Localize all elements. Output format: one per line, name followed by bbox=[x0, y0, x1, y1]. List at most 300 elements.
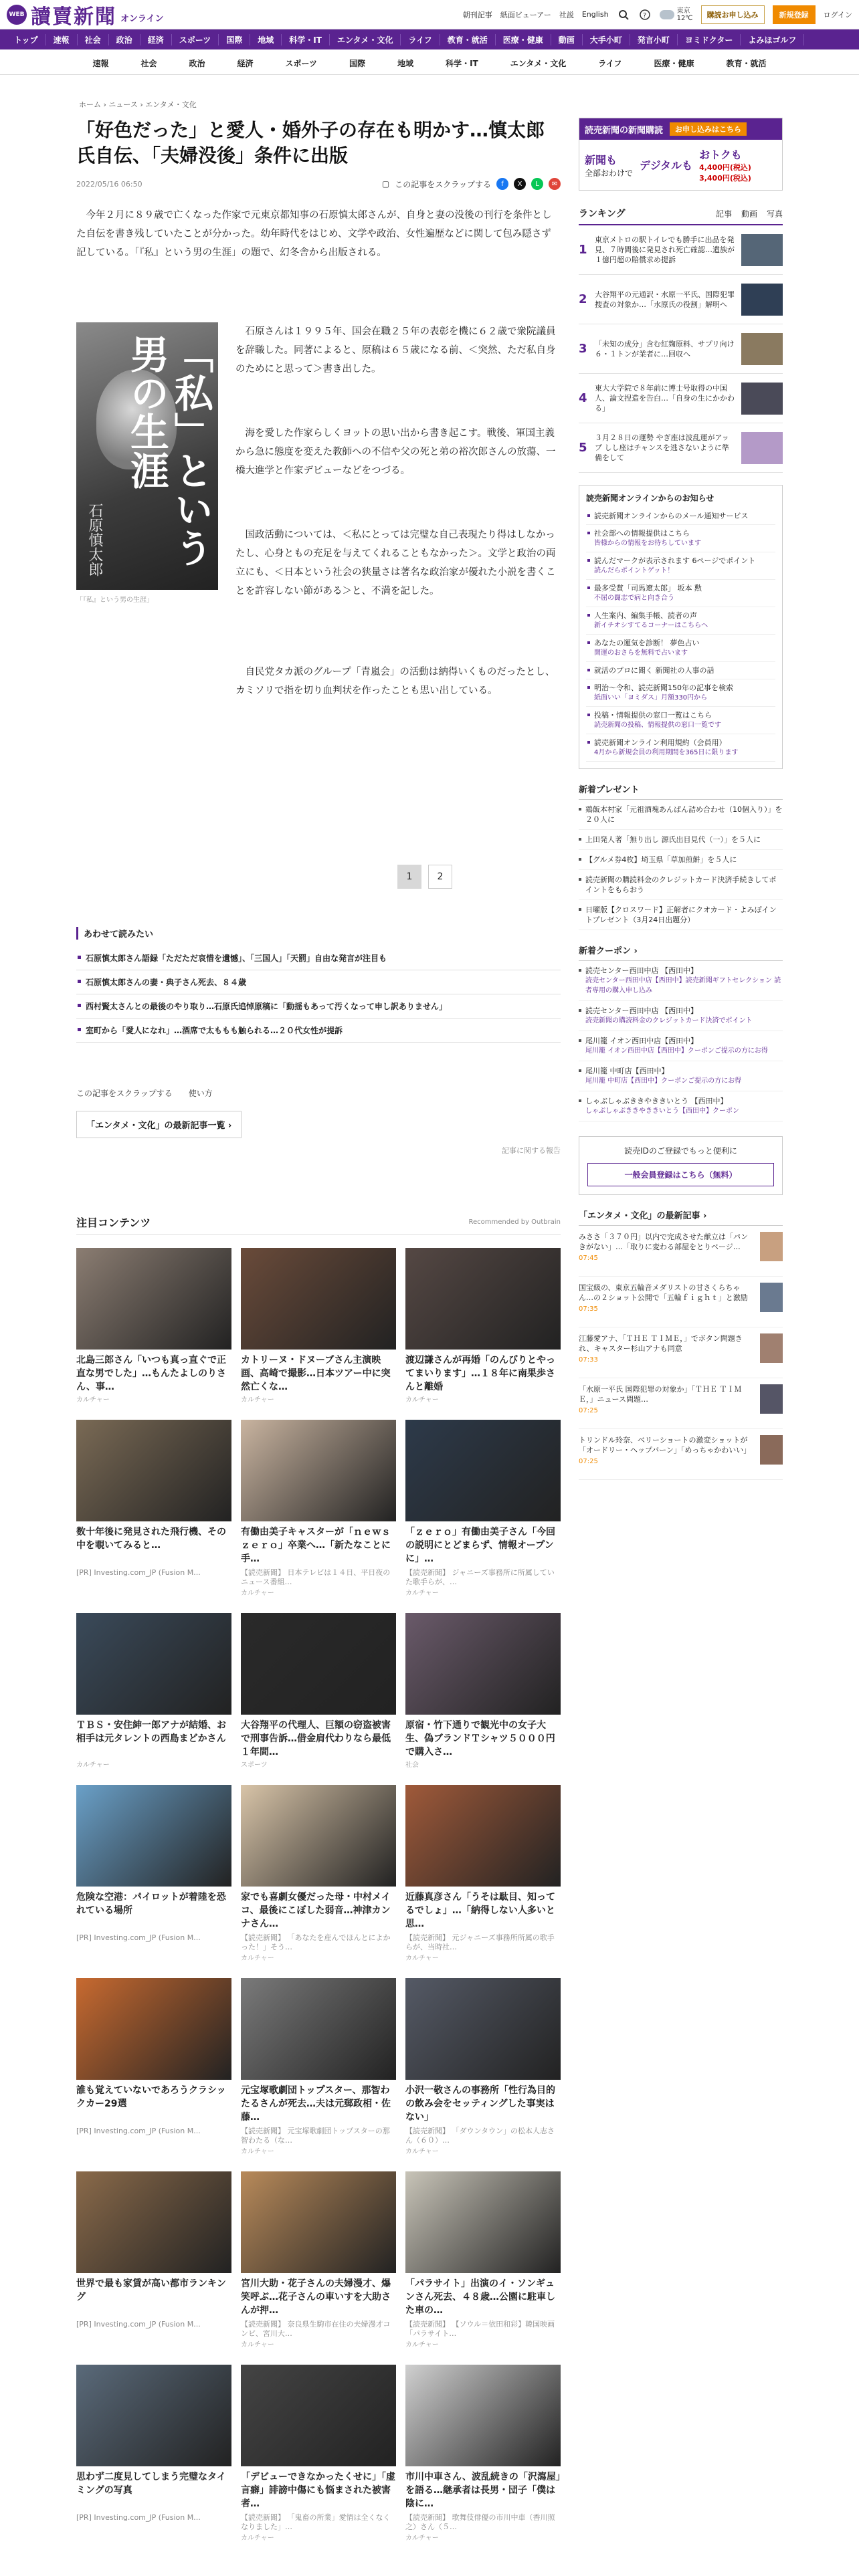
featured-card[interactable] bbox=[76, 1978, 231, 2155]
notice-item-title[interactable]: 読んだマークが表示されます 6ページでポイント bbox=[594, 556, 756, 565]
coupon-title[interactable]: 尾川籠 中町店【西田中】 bbox=[585, 1067, 669, 1075]
featured-card[interactable] bbox=[405, 1248, 561, 1404]
featured-card-image[interactable] bbox=[241, 2171, 396, 2273]
latest-articles-button[interactable]: 「エンタメ・文化」の最新記事一覧 › bbox=[76, 1111, 242, 1138]
featured-card[interactable] bbox=[405, 2171, 561, 2349]
featured-card-image[interactable] bbox=[405, 1613, 561, 1715]
ranking-number: 2 bbox=[579, 292, 587, 306]
primary-nav-item[interactable]: 大手小町 bbox=[583, 34, 630, 45]
featured-card[interactable] bbox=[241, 1248, 396, 1404]
notice-item-sub: 新イチオシすてるコーナーはこちらへ bbox=[594, 622, 708, 629]
site-logo-sub: オンライン bbox=[120, 14, 164, 24]
ent-latest-heading[interactable]: 「エンタメ・文化」の最新記事 › bbox=[579, 1208, 783, 1226]
ent-latest-text bbox=[579, 1232, 755, 1270]
share-bar bbox=[382, 178, 561, 190]
sidebar bbox=[579, 118, 783, 1480]
article-title: 「好色だった」と愛人・婚外子の存在も明かす…慎太郎氏自伝、「夫婦没後」条件に出版 bbox=[76, 119, 545, 167]
member-text: 読売IDのご登録でもっと便利に bbox=[624, 1146, 737, 1156]
featured-card-source: 【読売新聞】 元宝塚歌劇団トップスターの那智わたる（な… bbox=[241, 2127, 390, 2145]
mail-icon[interactable]: ✉ bbox=[549, 178, 561, 190]
help-icon[interactable] bbox=[638, 8, 652, 21]
book-cover-title: 「私」という男の生涯 bbox=[124, 334, 213, 567]
ranking-item[interactable] bbox=[579, 275, 783, 324]
member-register-button[interactable]: 一般会員登録はこちら（無料） bbox=[587, 1163, 774, 1186]
featured-card-title[interactable]: 市川中車さん、波乱続きの「沢瀉屋」を語る…継承者は長男・団子「僕は陰に… bbox=[405, 2472, 561, 2509]
primary-nav-item[interactable]: 速報 bbox=[46, 34, 78, 45]
featured-card-category: カルチャー bbox=[241, 2535, 274, 2542]
weather-city: 東京 bbox=[676, 7, 690, 15]
coupon-item[interactable] bbox=[579, 1091, 783, 1121]
featured-card-image[interactable] bbox=[241, 1420, 396, 1521]
featured-card-title[interactable]: 有働由美子キャスターが「ｎｅｗｓ ｚｅｒｏ」卒業へ…「新たなことに手… bbox=[241, 1527, 391, 1564]
notice-item-title[interactable]: 明治～令和、読売新聞150年の記事を検索 bbox=[594, 683, 733, 692]
featured-card[interactable] bbox=[76, 1785, 231, 1962]
present-item[interactable]: 読売新聞の購読料金のクレジットカード決済手続きしてポイントをもらおう bbox=[579, 870, 783, 900]
notice-item-title[interactable]: 人生案内、編集手帳、読者の声 bbox=[594, 611, 697, 620]
howto-link[interactable]: 使い方 bbox=[188, 1089, 213, 1098]
ent-latest-thumbnail[interactable] bbox=[760, 1384, 783, 1414]
notice-item-sub: 開運のおさらを無料で占います bbox=[594, 649, 688, 657]
article-paragraph: 海を愛した作家らしくヨットの思い出から書き起こす。戦後、軍国主義から急に態度を変えた教師への不信や父の死と弟の裕次郎さんの放蕩、一橋大進学と作家デビューなどをつづる。 bbox=[235, 428, 556, 476]
ent-latest-thumbnail[interactable] bbox=[760, 1333, 783, 1363]
np-price1: 4,400円(税込) bbox=[699, 163, 751, 172]
coupon-desc: 読売センター西田中店【西田中】読売新聞ギフトセレクション 読者専用の購入申し込み bbox=[585, 977, 781, 994]
featured-card[interactable] bbox=[76, 2365, 231, 2542]
ent-latest-title[interactable]: 「水原一平氏 国際犯罪の対象か」「ＴＨＥ ＴＩＭＥ，」ニュース問題… bbox=[579, 1385, 742, 1404]
subscription-banner[interactable] bbox=[579, 118, 783, 191]
coupon-desc: しゃぶしゃぶききやききいとう【西田中】クーポン bbox=[585, 1107, 739, 1115]
ent-latest-section bbox=[579, 1208, 783, 1480]
featured-card-title[interactable]: 小沢一敬さんの事務所「性行為目的の飲み会をセッティングした事実はない」 bbox=[405, 2085, 555, 2123]
featured-card-title[interactable]: 「デビューできなかったくせに」「虚言癖」誹謗中傷にも悩まされた被害者… bbox=[241, 2472, 395, 2509]
np-b: デジタルも bbox=[640, 159, 693, 172]
weather-widget[interactable] bbox=[660, 7, 693, 22]
sub-nav-item[interactable]: 地域 bbox=[397, 59, 414, 68]
featured-card-source: 【読売新聞】 歌舞伎俳優の市川中車（香川照之）さん（５… bbox=[405, 2513, 555, 2531]
featured-card-image[interactable] bbox=[76, 2365, 231, 2466]
coupon-title[interactable]: しゃぶしゃぶききやききいとう 【西田中】 bbox=[585, 1097, 728, 1105]
notice-item-title[interactable]: 最多受賞「司馬遼太郎」 坂本 勲 bbox=[594, 584, 702, 593]
notice-item[interactable] bbox=[586, 734, 775, 762]
featured-card[interactable] bbox=[405, 1978, 561, 2155]
ranking-tab-videos[interactable]: 動画 bbox=[741, 209, 757, 219]
figure-caption: 「『私』という男の生涯」 bbox=[76, 597, 153, 604]
article-date: 2022/05/16 06:50 bbox=[76, 179, 142, 189]
ent-latest-title[interactable]: 江藤愛アナ、「ＴＨＥ ＴＩＭＥ，」でボタン問題きれ、キャスター杉山アナも同意 bbox=[579, 1334, 743, 1353]
sub-nav-item[interactable]: スポーツ bbox=[285, 59, 318, 68]
featured-card-title[interactable]: 大谷翔平の代理人、巨額の窃盗被害で刑事告訴…借金肩代わりなら最低１年間… bbox=[241, 1720, 391, 1757]
ent-latest-thumbnail[interactable] bbox=[760, 1283, 783, 1312]
notice-item-title[interactable]: 読売新聞オンラインからのメール通知サービス bbox=[594, 512, 749, 520]
primary-nav-item[interactable]: よみほゴルフ bbox=[741, 34, 804, 45]
sub-nav-item[interactable]: 経済 bbox=[237, 59, 254, 68]
featured-card-source: [PR] Investing.com_JP (Fusion M... bbox=[76, 2127, 201, 2135]
featured-card-title[interactable]: カトリーヌ・ドヌーブさん主演映画、高崎で撮影…日本ツアー中に突然亡くな… bbox=[241, 1355, 391, 1392]
related-heading: あわせて読みたい bbox=[76, 927, 561, 940]
ranking-header bbox=[579, 207, 783, 225]
featured-card-category: カルチャー bbox=[405, 2535, 439, 2542]
sub-nav-item[interactable]: 医療・健康 bbox=[654, 59, 694, 68]
primary-nav-item[interactable]: 動画 bbox=[551, 34, 583, 45]
featured-card-image[interactable] bbox=[405, 2365, 561, 2466]
ranking-tab-photos[interactable]: 写真 bbox=[766, 209, 783, 219]
ent-latest-text bbox=[579, 1384, 755, 1422]
sub-nav-item[interactable]: 国際 bbox=[349, 59, 366, 68]
notice-item[interactable] bbox=[586, 607, 775, 635]
featured-card-title[interactable]: 危険な空港：パイロットが着陸を恐れている場所 bbox=[76, 1892, 226, 1916]
notice-item-sub: 不屈の闘志で病と向き合う bbox=[594, 595, 674, 602]
featured-card-source: [PR] Investing.com_JP (Fusion M... bbox=[76, 2513, 201, 2522]
ent-latest-item[interactable] bbox=[579, 1277, 783, 1327]
coupon-desc: 尾川籠 イオン西田中店【西田中】クーポンご提示の方にお得 bbox=[585, 1047, 768, 1055]
x-icon[interactable]: X bbox=[514, 178, 526, 190]
featured-card-category: カルチャー bbox=[405, 1955, 439, 1962]
ranking-item[interactable] bbox=[579, 225, 783, 275]
ranking-title[interactable]: 東大大学院で８年前に博士号取得の中国人、論文捏造を告白…「自身の生にかかわる」 bbox=[595, 384, 735, 413]
featured-card-category: カルチャー bbox=[241, 1396, 274, 1404]
featured-card-image[interactable] bbox=[405, 1420, 561, 1521]
notice-item-sub: 読売新聞の投稿、情報提供の窓口一覧です bbox=[594, 722, 721, 729]
ranking-item[interactable] bbox=[579, 423, 783, 473]
featured-card-image[interactable] bbox=[76, 2171, 231, 2273]
featured-card-image[interactable] bbox=[405, 1785, 561, 1887]
featured-card-title[interactable]: 宮川大助・花子さんの夫婦漫才、爆笑呼ぶ…花子さんの車いすを大助さんが押… bbox=[241, 2278, 391, 2316]
np-head: 読売新聞の新聞購読 bbox=[585, 125, 664, 136]
ranking-title[interactable]: ３月２８日の運勢 やぎ座は波乱運がアップ しし座はチャンスを逃さないように準備をして bbox=[595, 433, 729, 462]
featured-grid bbox=[76, 1248, 561, 2542]
notice-item-title[interactable]: 読売新聞オンライン利用規約（会員用） bbox=[594, 738, 727, 747]
ranking-item[interactable] bbox=[579, 374, 783, 423]
ent-latest-text bbox=[579, 1435, 755, 1473]
ranking-thumbnail[interactable] bbox=[741, 284, 783, 316]
cloud-icon bbox=[660, 10, 674, 19]
related-item[interactable]: 室町から「愛人になれ」…酒席で太ももも触られる…２０代女性が提訴 bbox=[76, 1018, 561, 1043]
coupon-section bbox=[579, 944, 783, 1121]
ranking-number: 5 bbox=[579, 441, 587, 455]
featured-card-title[interactable]: 誰も覚えていないであろうクラシックカー29選 bbox=[76, 2085, 226, 2109]
article-paragraph: 石原さんは１９９５年、国会在職２５年の表彰を機に６２歳で衆院議員を辞職した。同著によると、原稿は６５歳になる前、＜突然、ただ私自身のためにと思って＞書き出した。 bbox=[235, 326, 556, 374]
ranking-thumbnail[interactable] bbox=[741, 383, 783, 415]
notice-heading: 読売新聞オンラインからのお知らせ bbox=[586, 494, 714, 503]
related-item[interactable]: 石原慎太郎さんの妻・典子さん死去、８４歳 bbox=[76, 970, 561, 994]
ent-latest-title[interactable]: 国宝級の、東京五輪音メダリストの甘さくらちゃん…の２ショット公開で「五輪ｆｉｇｈｔ」と激励 bbox=[579, 1283, 748, 1302]
featured-card[interactable] bbox=[241, 2171, 396, 2349]
ranking-tab-articles[interactable]: 記事 bbox=[715, 209, 732, 219]
featured-card-image[interactable] bbox=[241, 1248, 396, 1350]
notice-item[interactable] bbox=[586, 552, 775, 580]
present-item[interactable]: 鶏飯本村家「元祖酒塊あんぱん詰め合わせ（10個入り）」を２０人に bbox=[579, 800, 783, 830]
primary-nav-item[interactable]: ヨミドクター bbox=[678, 34, 741, 45]
ranking-number: 1 bbox=[579, 243, 587, 257]
featured-card-image[interactable] bbox=[241, 1785, 396, 1887]
facebook-icon[interactable]: f bbox=[496, 178, 508, 190]
notice-item-title[interactable]: 就活のプロに聞く 新聞社の人事の話 bbox=[594, 666, 714, 675]
primary-nav-item[interactable]: 地域 bbox=[250, 34, 282, 45]
ranking-thumbnail[interactable] bbox=[741, 333, 783, 365]
primary-nav-item[interactable]: 社会 bbox=[78, 34, 109, 45]
primary-nav-item[interactable]: エンタメ・文化 bbox=[330, 34, 401, 45]
primary-nav-item[interactable]: 政治 bbox=[109, 34, 140, 45]
ranking-thumbnail[interactable] bbox=[741, 432, 783, 464]
coupon-item[interactable] bbox=[579, 1061, 783, 1091]
article-main bbox=[76, 118, 561, 2542]
ranking-thumbnail[interactable] bbox=[741, 234, 783, 266]
site-logo[interactable]: 讀賣新聞 bbox=[31, 5, 116, 29]
line-icon[interactable]: L bbox=[531, 178, 543, 190]
featured-card-image[interactable] bbox=[405, 2171, 561, 2273]
link-morning-paper[interactable]: 朝刊記事 bbox=[462, 10, 492, 19]
featured-card-title[interactable]: 原宿・竹下通りで観光中の女子大生、偽ブランドＴシャツ５０００円で購入さ… bbox=[405, 1720, 555, 1757]
register-button[interactable]: 新規登録 bbox=[773, 5, 816, 24]
sub-nav-item[interactable]: 社会 bbox=[140, 59, 157, 68]
notice-item-sub: 4月から新規会員の利用期間を365日に限ります bbox=[594, 749, 739, 756]
primary-nav-item[interactable]: 経済 bbox=[140, 34, 172, 45]
article-paragraph: 国政活動については、＜私にとっては完璧な自己表現たり得はしなかったし、心身ともの充足を与えてくれることもなかった＞。文学と政治の両立にも、＜日本という社会の狭量さは著名な政治家が優れた小説を書くことを許容しない節がある＞と、不満を記した。 bbox=[235, 530, 556, 597]
notice-item[interactable] bbox=[586, 679, 775, 707]
featured-card-image[interactable] bbox=[241, 1978, 396, 2080]
ranking-list bbox=[579, 225, 783, 473]
ent-latest-item[interactable] bbox=[579, 1226, 783, 1277]
featured-card-image[interactable] bbox=[76, 1248, 231, 1350]
sub-nav-item[interactable]: エンタメ・文化 bbox=[510, 59, 567, 68]
sub-nav bbox=[0, 52, 859, 75]
book-figure bbox=[76, 322, 218, 604]
featured-content bbox=[76, 1214, 561, 2542]
ranking-number: 3 bbox=[579, 342, 587, 356]
coupon-title[interactable]: 尾川籠 イオン西田中店【西田中】 bbox=[585, 1037, 698, 1045]
coupon-title[interactable]: 読売センター西田中店 【西田中】 bbox=[585, 966, 698, 975]
article-footer bbox=[76, 1087, 561, 1156]
featured-card-source: [PR] Investing.com_JP (Fusion M... bbox=[76, 2320, 201, 2329]
featured-card-title[interactable]: 北島三郎さん「いつも真っ直ぐで正直な男でした」…もんたよしのりさん、事… bbox=[76, 1355, 226, 1392]
featured-card-category: カルチャー bbox=[76, 1396, 110, 1404]
ent-latest-time: 07:25 bbox=[579, 1407, 598, 1414]
notice-item-title[interactable]: 社会部への情報提供はこちら bbox=[594, 529, 690, 538]
breadcrumb[interactable]: ホーム › ニュース › エンタメ・文化 bbox=[79, 100, 197, 109]
logo-badge[interactable]: WEB bbox=[7, 5, 27, 25]
primary-nav-item[interactable]: トップ bbox=[7, 34, 46, 45]
coupon-item[interactable] bbox=[579, 1031, 783, 1061]
ent-latest-text bbox=[579, 1283, 755, 1321]
link-viewer[interactable]: 紙面ビューアー bbox=[500, 10, 551, 19]
notice-item[interactable] bbox=[586, 662, 775, 679]
primary-nav-item[interactable]: 発言小町 bbox=[630, 34, 678, 45]
ranking-title[interactable]: 「未知の成分」含む紅麹原料、サプリ向け６・１トンが業者に…回収へ bbox=[595, 339, 735, 358]
featured-card-category: カルチャー bbox=[405, 2341, 439, 2349]
featured-card-category: カルチャー bbox=[405, 1396, 439, 1404]
ent-latest-thumbnail[interactable] bbox=[760, 1435, 783, 1465]
featured-card-image[interactable] bbox=[405, 1248, 561, 1350]
np-a: 新聞も bbox=[585, 153, 617, 167]
related-articles bbox=[76, 927, 561, 1043]
featured-card[interactable] bbox=[241, 1978, 396, 2155]
link-english[interactable]: English bbox=[581, 10, 609, 19]
coupon-item[interactable] bbox=[579, 961, 783, 1001]
svg-text:?: ? bbox=[642, 11, 646, 19]
ranking-item[interactable] bbox=[579, 324, 783, 374]
featured-card-category: カルチャー bbox=[405, 2148, 439, 2155]
subscribe-button[interactable]: 購読お申し込み bbox=[701, 5, 765, 24]
featured-card[interactable] bbox=[76, 2171, 231, 2349]
scrap-link[interactable]: この記事をスクラップする bbox=[395, 179, 491, 189]
related-item[interactable]: 石原慎太郎さん語録「ただただ哀惜を遺憾」、「三国人」「天罰」自由な発言が注目も bbox=[76, 946, 561, 970]
featured-card-title[interactable]: 思わず二度見してしまう完璧なタイミングの写真 bbox=[76, 2472, 226, 2496]
np-apply-tag[interactable]: お申し込みはこちら bbox=[670, 122, 747, 136]
notice-item-sub: 紙面いい「ヨミダス」月額330円から bbox=[594, 694, 708, 702]
sub-nav-item[interactable]: 教育・就活 bbox=[726, 59, 767, 68]
related-item[interactable]: 西村賢太さんとの最後のやり取り…石原氏追悼原稿に「動揺もあって汚くなって申し訳ありません」 bbox=[76, 994, 561, 1018]
outbrain-label[interactable]: Recommended by Outbrain bbox=[468, 1218, 561, 1226]
present-heading: 新着プレゼント bbox=[579, 782, 783, 800]
primary-nav-item[interactable]: ライフ bbox=[401, 34, 440, 45]
featured-card-title[interactable]: 渡辺謙さんが再婚「のんびりとやってまいります」…１８年に南果歩さんと離婚 bbox=[405, 1355, 555, 1392]
ent-latest-title[interactable]: みささ「３７０円」以内で完成させた献立は「パンきがない」…「取りに変わる部屋をとりページ… bbox=[579, 1232, 748, 1251]
primary-nav bbox=[0, 29, 859, 49]
present-item[interactable]: 日曜版【クロスワード】正解者にクオカード・よみぽイントプレゼント（3月24日出題分） bbox=[579, 900, 783, 930]
featured-card[interactable] bbox=[405, 1785, 561, 1962]
article-meta bbox=[76, 178, 561, 190]
sub-nav-item[interactable]: 速報 bbox=[92, 59, 109, 68]
notice-item[interactable] bbox=[586, 525, 775, 552]
featured-card-source: [PR] Investing.com_JP (Fusion M... bbox=[76, 1933, 201, 1942]
featured-card[interactable] bbox=[405, 1613, 561, 1769]
featured-card[interactable] bbox=[76, 1248, 231, 1404]
header-links bbox=[463, 5, 852, 24]
ent-latest-title[interactable]: トリンドル玲奈、ベリーショートの激変ショットが「オードリー・ヘップバーン」「めっちゃかわいい」 bbox=[579, 1436, 751, 1455]
sub-nav-item[interactable]: ライフ bbox=[598, 59, 622, 68]
member-box bbox=[579, 1136, 783, 1195]
ranking-title[interactable]: 東京メトロの駅トイレでも勝手に出品を発見、７時間後に発見され死亡確認…遺族が１億円超の賠償求め提訴 bbox=[595, 235, 735, 264]
present-item[interactable]: 上田発人著「無り出し 源氏出目見代（一）」を５人に bbox=[579, 830, 783, 850]
present-section bbox=[579, 782, 783, 930]
notice-item-sub: 皆様からの情報をお待ちしています bbox=[594, 540, 701, 547]
featured-card[interactable] bbox=[241, 1420, 396, 1597]
featured-card-category: カルチャー bbox=[241, 2341, 274, 2349]
login-link[interactable]: ログイン bbox=[823, 10, 852, 19]
featured-card[interactable] bbox=[405, 2365, 561, 2542]
notice-item[interactable] bbox=[586, 635, 775, 662]
featured-card-source: 【読売新聞】 【ソウル＝依田和彩】韓国映画「パラサイト… bbox=[405, 2320, 555, 2338]
article-lead: 今年２月に８９歳で亡くなった作家で元東京都知事の石原慎太郎さんが、自身と妻の没後の刊行を条件とした自伝を書き残していたことが分かった。幼年時代をはじめ、文学や政治、女性遍歴などに関して包み隠さず記している。「『私』という男の生涯」の題で、幻冬舎から出版される。 bbox=[76, 210, 552, 258]
page-2-button[interactable]: 2 bbox=[428, 865, 452, 889]
featured-card-title[interactable]: ＴＢＳ・安住紳一郎アナが結婚、お相手は元タレントの西島まどかさん bbox=[76, 1720, 226, 1744]
report-link[interactable]: 記事に関する報告 bbox=[502, 1146, 561, 1155]
coupon-desc: 読売新聞の購読料金のクレジットカード決済でポイント bbox=[585, 1017, 753, 1025]
ranking-number: 4 bbox=[579, 391, 587, 405]
featured-card-category: カルチャー bbox=[241, 1590, 274, 1597]
ent-latest-time: 07:33 bbox=[579, 1356, 598, 1364]
featured-card-source: 【読売新聞】 元ジャニーズ事務所所属の歌手らが、当時社… bbox=[405, 1933, 555, 1951]
notice-item[interactable] bbox=[586, 707, 775, 734]
np-c: おトクも bbox=[699, 148, 742, 161]
featured-card[interactable] bbox=[76, 1613, 231, 1769]
featured-card-title[interactable]: 数十年後に発見された飛行機、その中を覗いてみると… bbox=[76, 1527, 226, 1551]
book-cover-image[interactable] bbox=[76, 322, 218, 590]
featured-card-image[interactable] bbox=[76, 1785, 231, 1887]
article-paragraph: 自民党タカ派のグループ「青嵐会」の活動は納得いくものだったとし、カミソリで指を切り血判状を作ったことも思い出している。 bbox=[235, 667, 555, 696]
featured-card-image[interactable] bbox=[241, 1613, 396, 1715]
notice-item-sub: 読んだらポイントゲット！ bbox=[594, 567, 674, 574]
featured-card-category: 社会 bbox=[405, 1761, 419, 1769]
primary-nav-item[interactable]: スポーツ bbox=[172, 34, 219, 45]
primary-nav-item[interactable]: 教育・就活 bbox=[440, 34, 496, 45]
featured-card-title[interactable]: 近藤真彦さん「うそは駄目、知ってるでしょ」…「納得しない人多いと思… bbox=[405, 1892, 555, 1929]
featured-heading: 注目コンテンツ bbox=[76, 1216, 151, 1229]
featured-card[interactable] bbox=[405, 1420, 561, 1597]
sub-nav-item[interactable]: 科学・IT bbox=[446, 59, 478, 68]
np-price2: 3,400円(税込) bbox=[699, 174, 751, 183]
featured-card-category: カルチャー bbox=[405, 1590, 439, 1597]
pagination bbox=[397, 865, 452, 889]
featured-card-category: カルチャー bbox=[241, 1955, 274, 1962]
featured-card-source: 【読売新聞】 日本テレビは１４日、平日夜のニュース番組… bbox=[241, 1568, 391, 1586]
book-cover-author: 石原慎太郎 bbox=[86, 503, 103, 576]
featured-card-source: 【読売新聞】 ジャニーズ事務所に所属していた歌手らが、… bbox=[405, 1568, 555, 1586]
featured-card-image[interactable] bbox=[405, 1978, 561, 2080]
coupon-item[interactable] bbox=[579, 1001, 783, 1031]
page-1-button[interactable]: 1 bbox=[397, 865, 421, 889]
primary-nav-item[interactable]: 科学・IT bbox=[282, 34, 330, 45]
featured-card[interactable] bbox=[241, 2365, 396, 2542]
featured-card-image[interactable] bbox=[76, 1420, 231, 1521]
featured-card-image[interactable] bbox=[76, 1978, 231, 2080]
sub-nav-item[interactable]: 政治 bbox=[189, 59, 205, 68]
ent-latest-time: 07:25 bbox=[579, 1458, 598, 1465]
featured-card[interactable] bbox=[241, 1785, 396, 1962]
ent-latest-thumbnail[interactable] bbox=[760, 1232, 783, 1261]
notice-item-title[interactable]: あなたの運気を診断！ 夢色占い bbox=[594, 639, 700, 647]
featured-card-title[interactable]: 世界で最も家賃が高い都市ランキング bbox=[76, 2278, 226, 2302]
featured-card-category: カルチャー bbox=[241, 2148, 274, 2155]
ent-latest-text bbox=[579, 1333, 755, 1372]
featured-card-source: 【読売新聞】 「あなたを産んでほんとによかった！」そう… bbox=[241, 1933, 391, 1951]
ent-latest-item[interactable] bbox=[579, 1429, 783, 1480]
primary-nav-item[interactable]: 医療・健康 bbox=[496, 34, 551, 45]
coupon-heading[interactable]: 新着クーポン › bbox=[579, 944, 783, 961]
link-editorial[interactable]: 社説 bbox=[559, 10, 574, 19]
featured-card-title[interactable]: 「ｚｅｒｏ」有働由美子さん「今回の説明にとどまらず、情報オープンに」… bbox=[405, 1527, 555, 1564]
notice-item[interactable] bbox=[586, 508, 775, 525]
featured-card-source: 【読売新聞】 「鬼畜の所業」愛情は全くなくなりました」… bbox=[241, 2513, 391, 2531]
featured-card-image[interactable] bbox=[241, 2365, 396, 2466]
ent-latest-item[interactable] bbox=[579, 1327, 783, 1378]
featured-card[interactable] bbox=[76, 1420, 231, 1597]
scrap-link-bottom[interactable]: この記事をスクラップする bbox=[76, 1089, 173, 1098]
featured-card-source: 【読売新聞】 「ダウンタウン」の松本人志さん（６０）… bbox=[405, 2127, 555, 2145]
notice-item[interactable] bbox=[586, 580, 775, 607]
featured-card-title[interactable]: 家でも喜劇女優だった母・中村メイコ、最後にこぼした弱音…神津カンナさん… bbox=[241, 1892, 391, 1929]
weather-temp: 12℃ bbox=[676, 14, 693, 22]
featured-card[interactable] bbox=[241, 1613, 396, 1769]
notice-box bbox=[579, 485, 783, 769]
ranking-heading: ランキング bbox=[579, 209, 626, 219]
notice-item-title[interactable]: 投稿・情報提供の窓口一覧はこちら bbox=[594, 711, 712, 720]
coupon-desc: 尾川籠 中町店【西田中】クーポンご提示の方にお得 bbox=[585, 1077, 742, 1085]
coupon-title[interactable]: 読売センター西田中店 【西田中】 bbox=[585, 1006, 698, 1015]
primary-nav-item[interactable]: 国際 bbox=[219, 34, 250, 45]
featured-card-title[interactable]: 「パラサイト」出演のイ・ソンギュンさん死去、４８歳…公園に駐車した車の… bbox=[405, 2278, 555, 2316]
featured-card-category: スポーツ bbox=[241, 1761, 268, 1769]
search-icon[interactable] bbox=[617, 8, 630, 21]
present-item[interactable]: 【グルメ券4枚】埼玉県「草加煎餅」を５人に bbox=[579, 850, 783, 870]
ent-latest-item[interactable] bbox=[579, 1378, 783, 1429]
featured-card-source: [PR] Investing.com_JP (Fusion M... bbox=[76, 1568, 201, 1577]
scrap-icon[interactable]: ▢ bbox=[381, 179, 390, 189]
featured-card-image[interactable] bbox=[76, 1613, 231, 1715]
ent-latest-time: 07:45 bbox=[579, 1255, 598, 1262]
featured-card-title[interactable]: 元宝塚歌劇団トップスター、那智わたるさんが死去…夫は元郵政相・佐藤… bbox=[241, 2085, 391, 2123]
ranking-title[interactable]: 大谷翔平の元通訳・水原一平氏、国際犯罪捜査の対象か…「水原氏の役割」解明へ bbox=[595, 290, 735, 309]
